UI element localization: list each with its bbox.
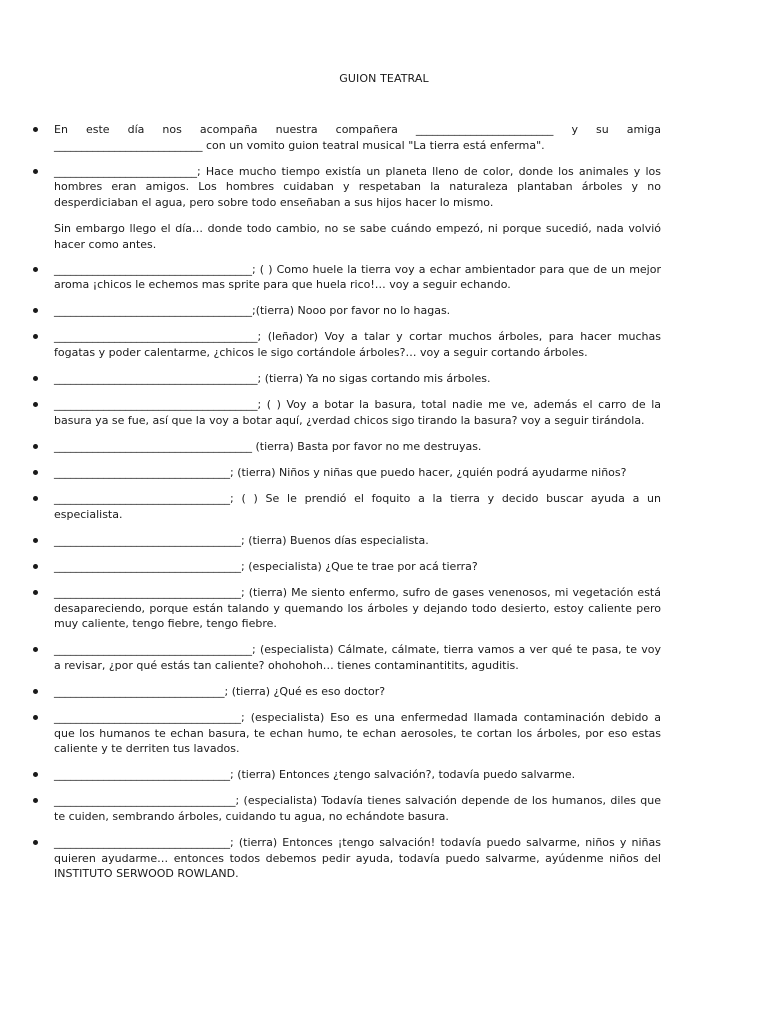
script-line: _____________________________________; (leñador) Voy a talar y cortar muchos árboles, para hacer muchas fogatas y poder calentarme, ¿chicos le sigo cortándole árboles?… voy a seguir cortando árboles.	[54, 330, 661, 360]
script-line: ____________________________________; (especialista) Cálmate, cálmate, tierra vamos a ver qué te pasa, te voy a revisar, ¿por qué estás tan caliente? ohohohoh… tienes contaminantitits, aguditis.	[54, 643, 661, 672]
script-paragraph: Sin embargo llego el día… donde todo cambio, no se sabe cuándo empezó, ni porque sucedió, nada volvió hacer como antes.	[54, 221, 661, 251]
script-line: ____________________________________; ( ) Como huele la tierra voy a echar ambientador para que de un mejor aroma ¡chicos le echemos mas sprite para que huela rico!… voy a seguir echando.	[54, 262, 661, 292]
script-line: ________________________________; (tierra) Entonces ¡tengo salvación! todavía puedo salvarme, niños y niñas quieren ayudarme… entonces todos debemos pedir ayuda, todavía puedo salvarme, ayúdenme niños del INSTITUTO SERWOOD ROWLAND.	[54, 836, 661, 881]
script-line: ____________________________________;(tierra) Nooo por favor no lo hagas.	[54, 303, 661, 319]
script-line: _______________________________; (tierra) ¿Qué es eso doctor?	[54, 684, 661, 700]
script-line: ________________________________; (tierra) Niños y niñas que puedo hacer, ¿quién podrá ayudarme niños?	[54, 465, 661, 481]
script-line: __________________________________; (especialista) ¿Que te trae por acá tierra?	[54, 559, 661, 575]
script-line: En este día nos acompaña nuestra compañera _________________________ y su amiga ___________________________ con un vomito guion teatral musical "La tierra está enferma".	[54, 123, 661, 152]
script-line: __________________________________; (especialista) Eso es una enfermedad llamada contaminación debido a que los humanos te echan basura, te echan humo, te echan aerosoles, te cortan los árboles, por eso estas caliente y te derriten tus lavados.	[54, 711, 661, 756]
script-line: __________________________________; (tierra) Buenos días especialista.	[54, 533, 661, 549]
script-line: __________________________________; (tierra) Me siento enfermo, sufro de gases venenosos, mi vegetación está desapareciendo, porque están talando y quemando los árboles y dejando todo desierto, estoy caliente pero muy caliente, tengo fiebre, tengo fiebre.	[54, 585, 661, 631]
script-lines	[54, 122, 661, 892]
script-line: __________________________; Hace mucho tiempo existía un planeta lleno de color, donde los animales y los hombres eran amigos. Los hombres cuidaban y respetaban la naturaleza plantaban árboles y no desperdiciaban el agua, pero sobre todo enseñaban a sus hijos hacer lo mismo.	[54, 164, 661, 209]
script-line: _____________________________________; (tierra) Ya no sigas cortando mis árboles.	[54, 371, 661, 387]
document-title: GUION TEATRAL	[339, 72, 429, 85]
script-line: ________________________________; ( ) Se le prendió el foquito a la tierra y decido buscar ayuda a un especialista.	[54, 492, 661, 521]
script-line: _________________________________; (especialista) Todavía tienes salvación depende de los humanos, diles que te cuiden, sembrando árboles, cuidando tu agua, no echándote basura.	[54, 794, 661, 823]
script-line: ____________________________________ (tierra) Basta por favor no me destruyas.	[54, 439, 661, 455]
script-line: ________________________________; (tierra) Entonces ¿tengo salvación?, todavía puedo salvarme.	[54, 767, 661, 783]
script-line: _____________________________________; ( ) Voy a botar la basura, total nadie me ve, además el carro de la basura ya se fue, así que la voy a botar aquí, ¿verdad chicos sigo tirando la basura? voy a seguir tirándola.	[54, 398, 661, 427]
